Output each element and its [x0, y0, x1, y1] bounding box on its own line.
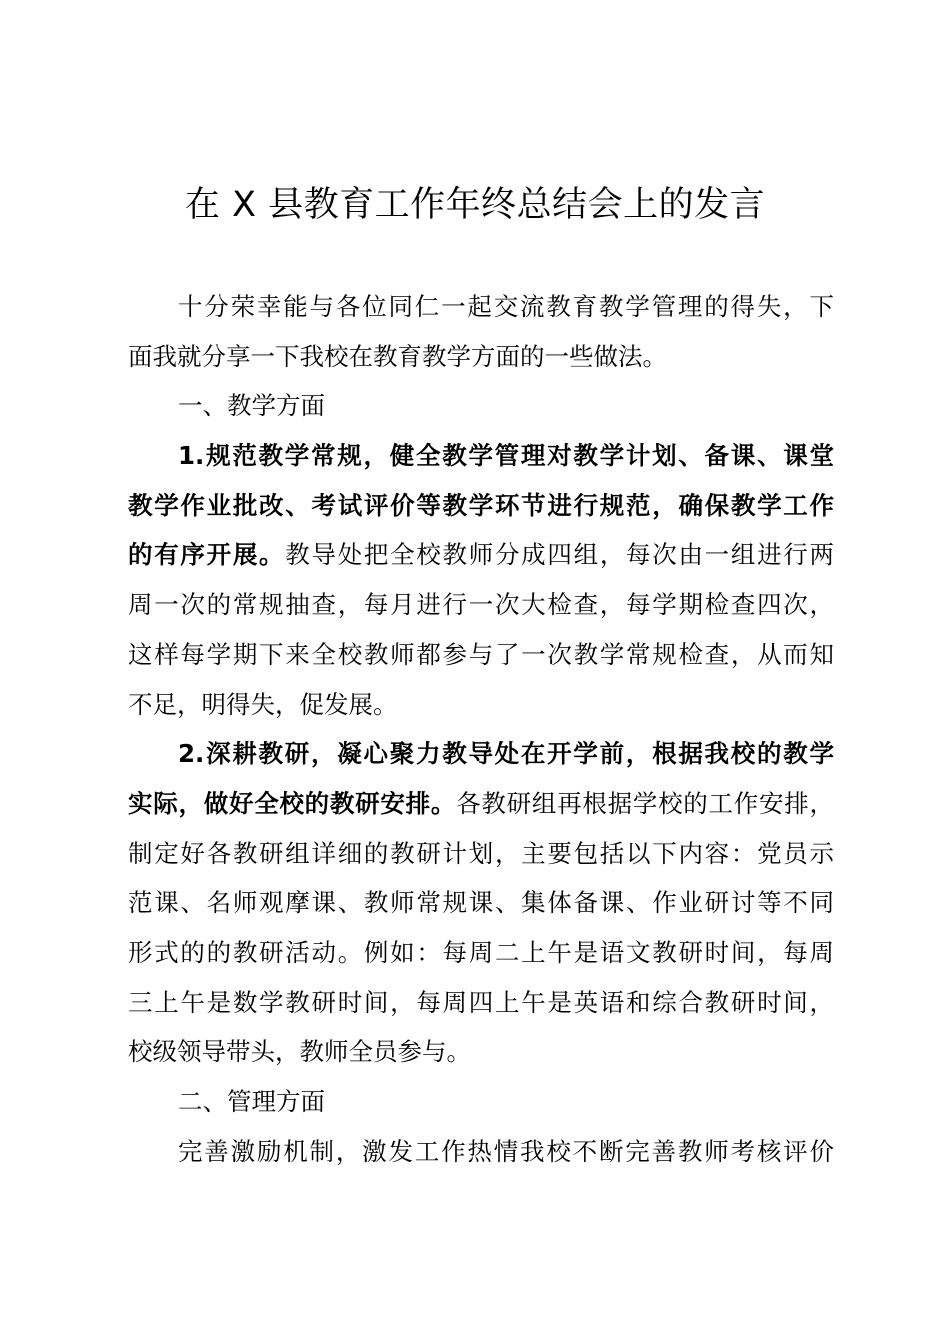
body-line [128, 978, 834, 1028]
text-run: 教导处把全校教师分成四组，每次由一组进行两 [285, 540, 835, 570]
body-line [128, 282, 834, 332]
body-line [128, 580, 834, 630]
text-run: 二、管理方面 [178, 1087, 325, 1116]
body-line [128, 878, 834, 928]
bold-text-run: 实际，做好全校的教研安排。 [128, 788, 457, 818]
text-run: 一、教学方面 [178, 391, 325, 421]
body-line [128, 431, 834, 481]
text-run: 周一次的常规抽查，每月进行一次大检查，每学期检查四次， [128, 590, 834, 620]
text-run: 各教研组再根据学校的工作安排， [456, 788, 835, 818]
text-run: 完善激励机制，激发工作热情我校不断完善教师考核评价 [178, 1136, 834, 1166]
body-line [128, 332, 834, 382]
document-body [128, 282, 834, 1176]
text-run: 形式的的教研活动。例如：每周二上午是语文教研时间，每周 [128, 937, 834, 967]
body-line [128, 928, 834, 978]
body-line [128, 729, 834, 779]
text-run: 校级领导带头，教师全员参与。 [128, 1037, 471, 1067]
bold-text-run: 教学作业批改、考试评价等教学环节进行规范，确保教学工作 [128, 490, 834, 520]
body-line [128, 1077, 834, 1127]
text-run: 三上午是数学教研时间，每周四上午是英语和综合教研时间， [128, 987, 834, 1017]
body-line [128, 381, 834, 431]
body-line [128, 481, 834, 531]
bold-text-run: 1.规范教学常规，健全教学管理对教学计划、备课、课堂 [178, 441, 834, 471]
body-line [128, 1027, 834, 1077]
body-line [128, 630, 834, 680]
body-line [128, 829, 834, 879]
body-line [128, 1127, 834, 1177]
text-run: 这样每学期下来全校教师都参与了一次教学常规检查，从而知 [128, 639, 834, 669]
text-run: 十分荣幸能与各位同仁一起交流教育教学管理的得失，下 [178, 292, 834, 321]
text-run: 面我就分享一下我校在教育教学方面的一些做法。 [128, 341, 667, 371]
text-run: 不足，明得失，促发展。 [128, 689, 398, 719]
text-run: 范课、名师观摩课、教师常规课、集体备课、作业研讨等不同 [128, 888, 834, 918]
document-title: 在 X 县教育工作年终总结会上的发言 [184, 185, 766, 225]
bold-text-run: 的有序开展。 [128, 540, 286, 570]
text-run: 制定好各教研组详细的教研计划，主要包括以下内容：党员示 [128, 838, 834, 868]
body-line [128, 530, 834, 580]
bold-text-run: 2.深耕教研，凝心聚力教导处在开学前，根据我校的教学 [178, 739, 834, 769]
body-line [128, 680, 834, 730]
body-line [128, 779, 834, 829]
